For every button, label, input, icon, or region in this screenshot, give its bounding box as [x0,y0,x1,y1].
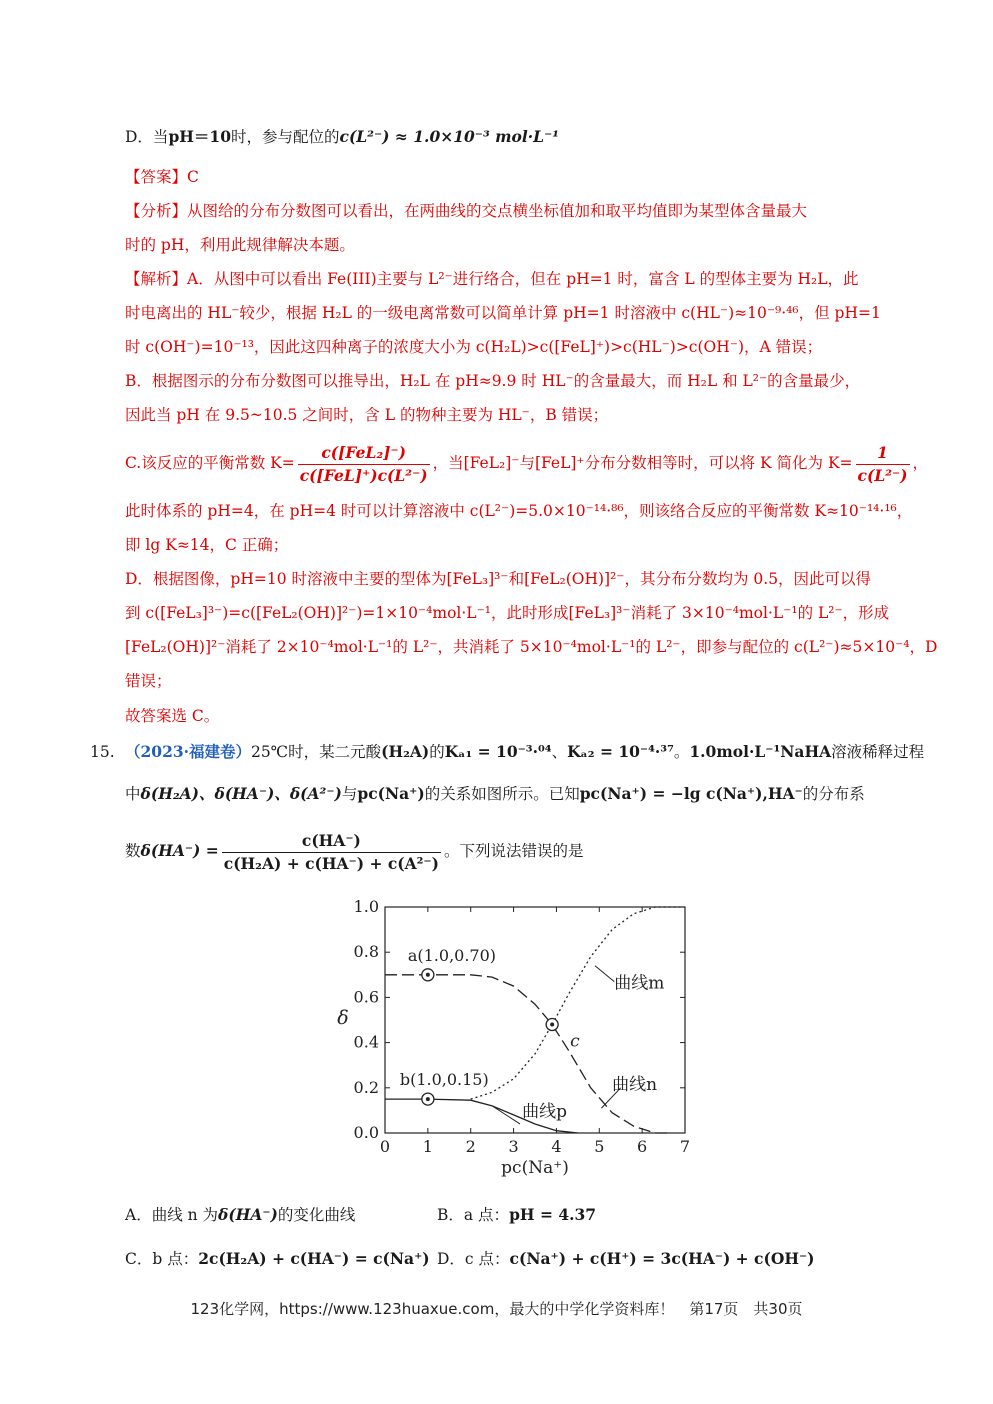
option-d-expr: c(Na⁺) + c(H⁺) = 3c(HA⁻) + c(OH⁻) [509,1249,815,1268]
x-tick-label: 0 [379,1137,391,1156]
curve-label-n: 曲线n [612,1075,658,1096]
point-dot [426,973,430,977]
y-tick-label: 0.4 [353,1032,379,1052]
explain-c3: 即 lg K≈14，C 正确； [125,536,289,554]
k-numerator: c([FeL₂]⁻) [298,443,430,465]
option-label: D．当 [125,128,169,146]
explain-d3: [FeL₂(OH)]²⁻消耗了 2×10⁻⁴mol·L⁻¹的 L²⁻，共消耗了 5×10⁻⁴mol·L⁻¹的 L²⁻，即参与配位的 c(L²⁻)≈5×10⁻⁴，D [125,638,938,656]
explain-a3: 时 c(OH⁻)=10⁻¹³，因此这四种离子的浓度大小为 c(H₂L)>c([FeL]⁺)>c(HL⁻)>c(OH⁻)，A 错误； [125,338,823,356]
question-line-2 [125,783,865,805]
answer-value: C [187,168,199,186]
q-text-c: 的 [429,743,445,761]
delta-denominator: c(H₂A) + c(HA⁻) + c(A²⁻) [223,853,439,873]
x-tick-label: 6 [637,1137,648,1156]
explain-a1-text: A．从图中可以看出 Fe(III)主要与 L²⁻进行络合，但在 pH=1 时，富含 L 的型体主要为 H₂L，此 [187,270,859,288]
x-tick-label: 3 [508,1137,519,1156]
point-label-a: a(1.0,0.70) [407,945,497,965]
point-label-c: c [570,1031,580,1052]
c1-prefix: C.该反应的平衡常数 K= [125,454,295,472]
x-axis-label: pc(Na⁺) [501,1158,569,1178]
explain-a2: 时电离出的 HL⁻较少，根据 H₂L 的一级电离常数可以简单计算 pH=1 时溶液中 c(HL⁻)≈10⁻⁹·⁴⁶，但 pH=1 [125,304,881,322]
q-text-f: 溶液稀释过程 [831,743,925,761]
analysis-line-2: 时的 pH，利用此规律解决本题。 [125,236,355,254]
explain-d2: 到 c([FeL₃]³⁻)=c([FeL₂(OH)]²⁻)=1×10⁻⁴mol·L⁻¹，此时形成[FeL₃]³⁻消耗了 3×10⁻⁴mol·L⁻¹的 L²⁻，形成 [125,604,890,622]
option-c-expr: 2c(H₂A) + c(HA⁻) = c(Na⁺) [198,1249,430,1268]
option-b[interactable] [437,1204,596,1226]
leader-m [595,966,614,982]
option-text: 时，参与配位的 [231,128,340,146]
q3-text-c: 。下列说法错误的是 [443,842,584,860]
q-text-d: 。 [673,743,690,761]
k2-denominator: c(L²⁻) [857,465,908,485]
explain-tag: 【解析】 [125,270,188,288]
k-fraction [298,443,430,486]
option-a-label: A．曲线 n 为 [125,1206,219,1224]
x-tick-label: 7 [679,1137,691,1156]
q-sep: 、 [551,743,568,761]
analysis-text: 从图给的分布分数图可以看出，在两曲线的交点横坐标值加和取平均值即为某型体含量最大 [187,202,808,220]
option-b-expr: pH = 4.37 [509,1205,597,1224]
c1-middle: ，当[FeL₂]⁻与[FeL]⁺分布分数相等时，可以将 K 简化为 K= [432,454,853,472]
x-tick-label: 4 [551,1137,562,1156]
explain-d1: D．根据图像，pH=10 时溶液中主要的型体为[FeL₃]³⁻和[FeL₂(OH)]²⁻，其分布分数均为 0.5，因此可以得 [125,570,872,588]
y-tick-label: 0.0 [353,1123,379,1142]
point-dot [550,1023,554,1027]
option-a-expr: δ(HA⁻) [218,1205,278,1224]
analysis-tag: 【分析】 [125,202,188,220]
option-d-prev [125,126,559,148]
y-tick-label: 0.6 [353,987,379,1007]
option-d-label: D．c 点： [437,1250,510,1268]
option-a[interactable] [125,1204,355,1226]
q-text-a: 25℃时，某二元酸 [251,743,382,761]
answer-line [125,166,199,188]
c1-end: ， [912,454,929,472]
question-number: 15. [90,743,115,761]
option-c-label: C．b 点： [125,1250,199,1268]
point-dot [426,1097,430,1101]
question-source: （2023·福建卷） [125,742,252,761]
solution-name: 1.0mol·L⁻¹NaHA [689,742,832,761]
ph-value: pH＝10 [168,127,231,146]
explain-final: 故答案选 C。 [125,707,220,725]
acid-formula: (H₂A) [381,742,430,761]
k-simplified-fraction [856,443,910,486]
curve-label-p: 曲线p [522,1102,568,1123]
option-d[interactable] [437,1248,815,1270]
leader-p [492,1106,520,1124]
ka1-value: Kₐ₁ = 10⁻³·⁰⁴ [444,742,552,761]
y-tick-label: 1.0 [353,897,379,916]
explain-b2: 因此当 pH 在 9.5~10.5 之间时，含 L 的物种主要为 HL⁻，B 错误； [125,406,609,424]
pc-na: pc(Na⁺) [357,784,425,803]
analysis-line-1 [125,200,807,222]
explain-a1 [125,268,859,290]
delta-ha-lhs: δ(HA⁻) = [140,841,219,860]
x-tick-label: 2 [465,1137,476,1156]
x-tick-label: 1 [422,1137,433,1156]
q3-text-a: 数 [125,842,141,860]
x-tick-label: 5 [594,1137,605,1156]
q2-text-e: 的关系如图所示。已知 [424,785,580,803]
question-line-1 [125,741,924,763]
q2-text-c: 与 [341,785,358,803]
delta-fraction [222,831,441,874]
explain-c2: 此时体系的 pH=4，在 pH=4 时可以计算溶液中 c(L²⁻)=5.0×10⁻¹⁴·⁸⁶，则该络合反应的平衡常数 K≈10⁻¹⁴·¹⁶， [125,502,913,520]
delta-species: δ(H₂A)、δ(HA⁻)、δ(A²⁻) [140,784,342,803]
page-footer: 123化学网，https://www.123huaxue.com，最大的中学化学资料库！ 第17页 共30页 [190,1300,803,1318]
y-tick-label: 0.8 [353,942,379,962]
explain-b1: B．根据图示的分布分数图可以推导出，H₂L 在 pH≈9.9 时 HL⁻的含量最大，而 H₂L 和 L²⁻的含量最少， [125,372,861,390]
option-c[interactable] [125,1248,430,1270]
pc-definition: pc(Na⁺) = −lg c(Na⁺),HA⁻ [579,784,803,803]
answer-tag: 【答案】 [125,168,188,186]
q2-text-a: 中 [125,785,141,803]
series-line-曲线m [471,907,685,1099]
q2-text-g: 的分布系 [802,785,865,803]
delta-numerator: c(HA⁻) [222,831,441,853]
distribution-chart [325,895,705,1190]
option-a-text: 的变化曲线 [277,1206,356,1224]
explain-c1 [125,440,928,486]
y-axis-label: δ [337,1007,349,1029]
k2-numerator: 1 [856,443,910,465]
question-line-3 [125,828,583,874]
k-denominator: c([FeL]⁺)c(L²⁻) [299,465,428,485]
option-b-label: B．a 点： [437,1206,510,1224]
explain-d4: 错误； [125,672,172,690]
ka2-value: Kₐ₂ = 10⁻⁴·³⁷ [567,742,674,761]
concentration-expr: c(L²⁻) ≈ 1.0×10⁻³ mol·L⁻¹ [339,127,560,146]
point-label-b: b(1.0,0.15) [399,1070,489,1090]
y-tick-label: 0.2 [353,1077,379,1097]
curve-label-m: 曲线m [614,973,665,994]
